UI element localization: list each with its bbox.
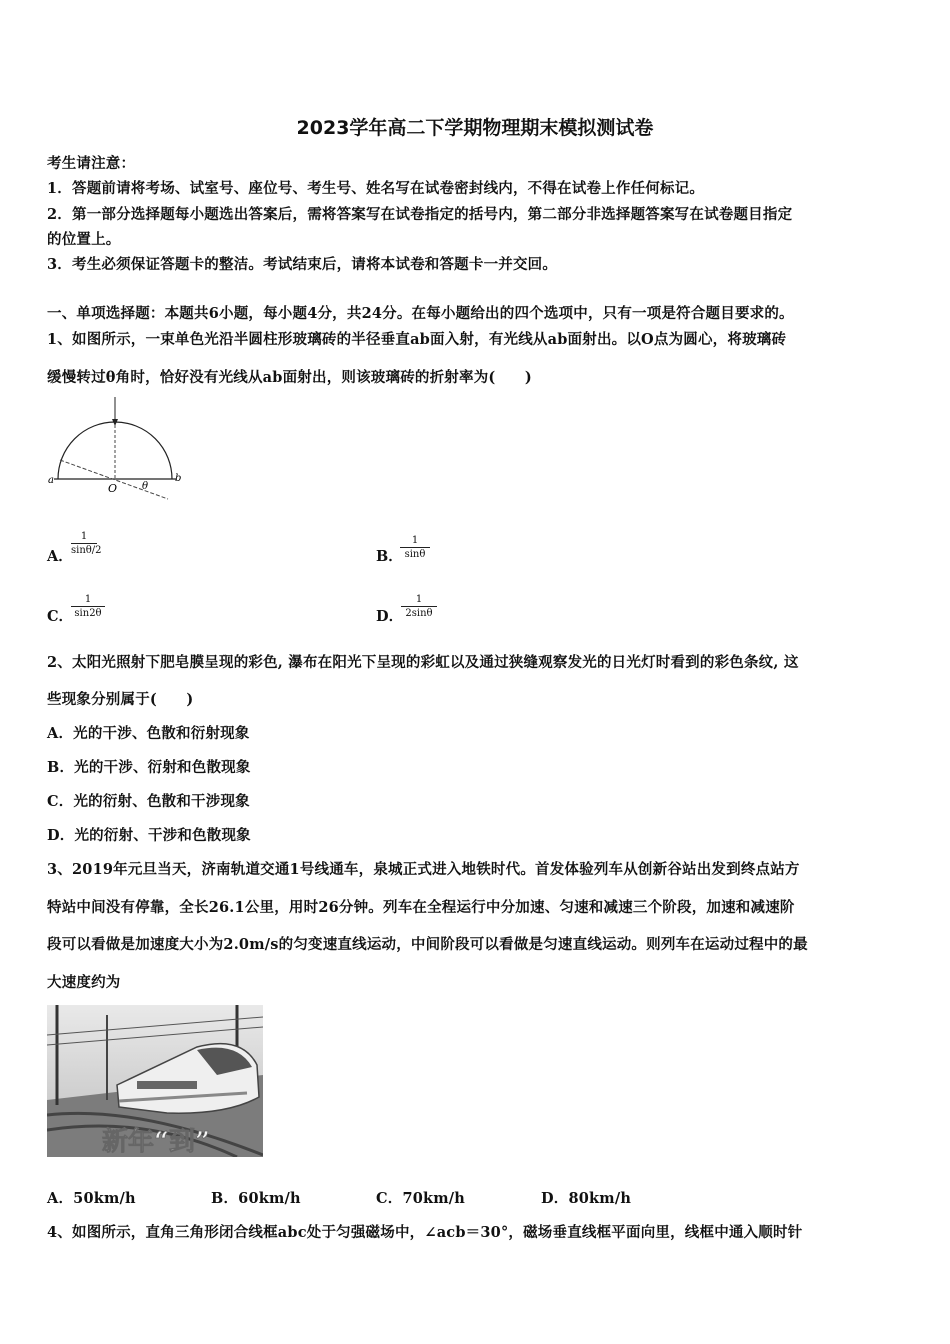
q1-option-c-letter[interactable]: C． (47, 608, 74, 625)
label-b: b (175, 473, 182, 484)
q1-option-a-letter[interactable]: A． (47, 548, 73, 565)
q1-option-a-formula (71, 531, 102, 556)
notice-heading: 考生请注意： (47, 155, 136, 172)
label-a: a (48, 475, 54, 486)
q1-semicircle-figure (44, 395, 194, 500)
q2-option-a[interactable]: A．光的干涉、色散和衍射现象 (47, 725, 250, 742)
notice-item-3: 3．考生必须保证答题卡的整洁。考试结束后，请将本试卷和答题卡一并交回。 (47, 256, 558, 273)
q3-option-b[interactable]: B．60km/h (211, 1190, 301, 1207)
q2-option-d[interactable]: D．光的衍射、干涉和色散现象 (47, 827, 251, 844)
label-o: O (108, 482, 118, 495)
q3-option-d[interactable]: D．80km/h (541, 1190, 632, 1207)
q3-stem-line1: 3、2019年元旦当天，济南轨道交通1号线通车，泉城正式进入地铁时代。首发体验列车从创新谷站出发到终点站方 (47, 861, 800, 878)
q1-option-b-letter[interactable]: B． (376, 548, 403, 565)
q1-option-d-letter[interactable]: D． (376, 608, 404, 625)
q1-option-b-formula (400, 535, 430, 560)
section-heading: 一、单项选择题：本题共6小题，每小题4分，共24分。在每小题给出的四个选项中，只有一项是符合题目要求的。 (47, 305, 794, 322)
q1-stem-line1: 1、如图所示，一束单色光沿半圆柱形玻璃砖的半径垂直ab面入射，有光线从ab面射出。以O点为圆心，将玻璃砖 (47, 331, 787, 348)
q3-option-c[interactable]: C．70km/h (376, 1190, 466, 1207)
q3-stem-line2: 特站中间没有停靠，全长26.1公里，用时26分钟。列车在全程运行中分加速、匀速和减速三个阶段，加速和减速阶 (47, 899, 795, 916)
notice-item-2: 2．第一部分选择题每小题选出答案后，需将答案写在试卷指定的括号内，第二部分非选择题答案写在试卷题目指定 (47, 206, 793, 223)
q1-option-d-formula (401, 594, 437, 619)
q4-stem-line1: 4、如图所示，直角三角形闭合线框abc处于匀强磁场中，∠acb＝30°，磁场垂直线框平面向里，线框中通入顺时针 (47, 1224, 803, 1241)
q1-b-denominator: sinθ (404, 549, 426, 560)
q2-stem-line1: 2、太阳光照射下肥皂膜呈现的彩色, 瀑布在阳光下呈现的彩虹以及通过狭缝观察发光的日光灯时看到的彩色条纹, 这 (47, 654, 799, 671)
photo-caption: 新年“到” (102, 1127, 210, 1157)
q3-option-a[interactable]: A．50km/h (47, 1190, 136, 1207)
page-title: 2023学年高二下学期物理期末模拟测试卷 (296, 117, 654, 139)
q1-a-numerator: 1 (80, 531, 88, 542)
q3-stem-line4: 大速度约为 (47, 974, 121, 991)
q2-stem-line2: 些现象分别属于( ) (47, 691, 194, 708)
q2-option-b[interactable]: B．光的干涉、衍射和色散现象 (47, 759, 251, 776)
notice-item-2-cont: 的位置上。 (47, 231, 121, 248)
label-theta: θ (142, 481, 149, 492)
q3-stem-line3: 段可以看做是加速度大小为2.0m/s的匀变速直线运动，中间阶段可以看做是匀速直线运动。则列车在运动过程中的最 (47, 936, 808, 953)
q1-a-denominator: sinθ/2 (71, 545, 102, 556)
q1-c-denominator: sin2θ (74, 608, 102, 619)
q3-train-photo (47, 1005, 263, 1157)
q2-option-c[interactable]: C．光的衍射、色散和干涉现象 (47, 793, 250, 810)
notice-item-1: 1．答题前请将考场、试室号、座位号、考生号、姓名写在试卷密封线内，不得在试卷上作任何标记。 (47, 180, 705, 197)
q1-stem-line2: 缓慢转过θ角时，恰好没有光线从ab面射出，则该玻璃砖的折射率为( ) (47, 369, 532, 386)
q1-d-denominator: 2sinθ (405, 608, 433, 619)
q1-option-c-formula (71, 594, 105, 619)
q1-c-numerator: 1 (84, 594, 92, 605)
q1-b-numerator: 1 (411, 535, 419, 546)
q1-d-numerator: 1 (415, 594, 423, 605)
